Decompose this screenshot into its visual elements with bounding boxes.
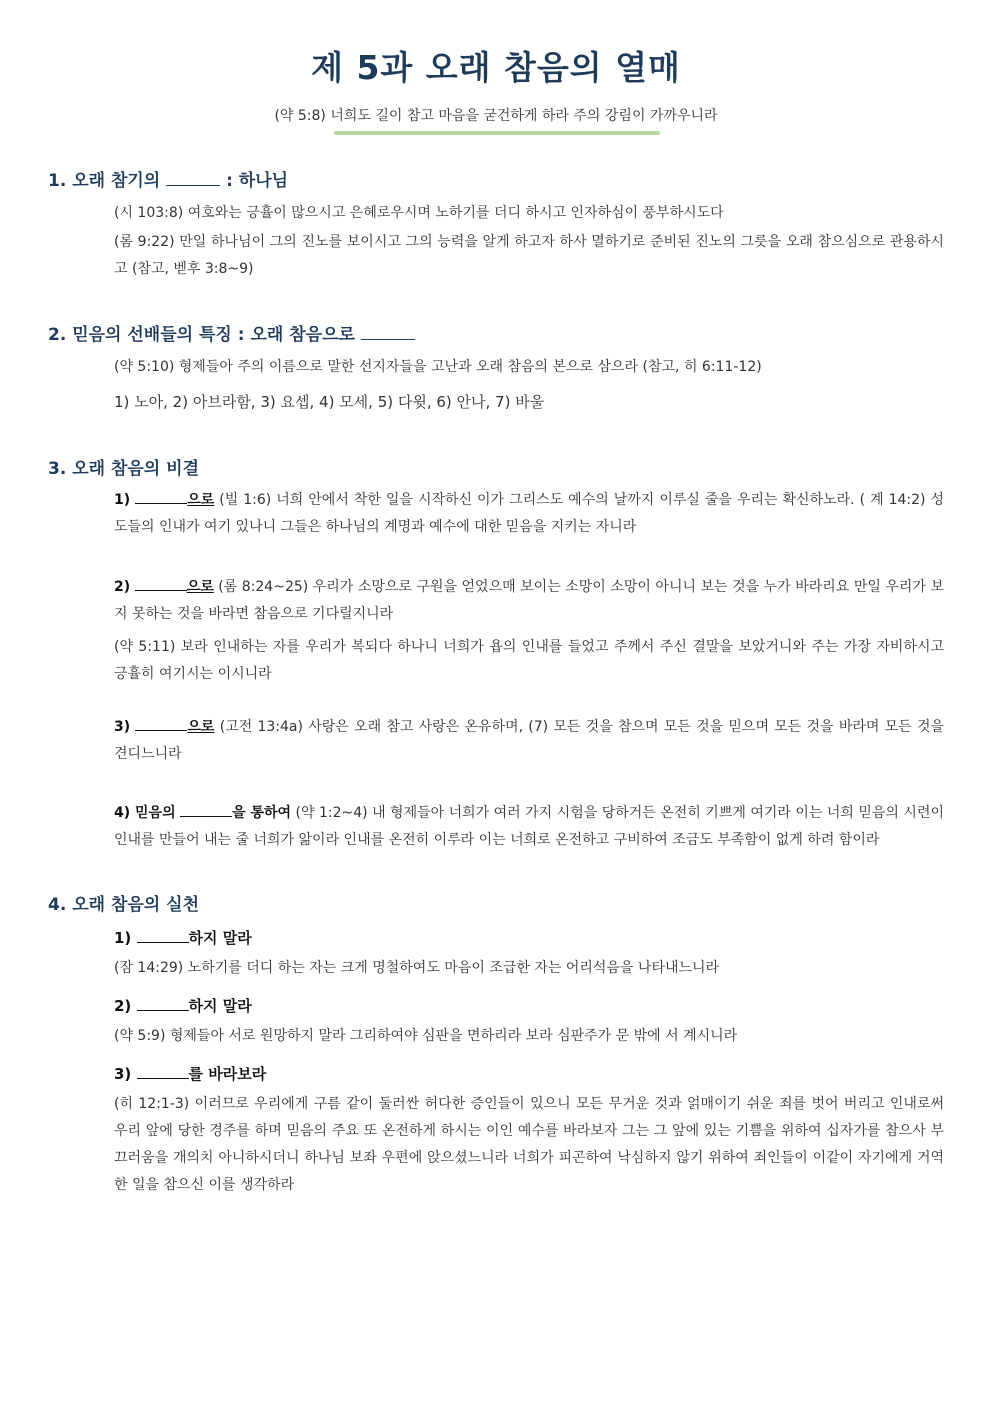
item-number: 4) 믿음의 <box>114 805 176 821</box>
section-1-heading-tail: : 하나님 <box>226 171 289 191</box>
section-4-item-1 <box>114 927 252 948</box>
item-label: 를 바라보라 <box>188 1065 267 1083</box>
item-number: 1) <box>114 929 132 947</box>
item-label: 하지 말라 <box>188 929 252 947</box>
section-4-item-2 <box>114 995 252 1016</box>
fill-blank <box>135 489 187 504</box>
section-2-heading <box>48 320 415 345</box>
section-3-item-4 <box>114 800 944 854</box>
section-4-item-1-verse: (잠 14:29) 노하기를 더디 하는 자는 크게 명철하여도 마음이 조급한 자는 어리석음을 나타내느니라 <box>114 960 720 976</box>
item-number: 2) <box>114 997 132 1015</box>
item-label: 을 통하여 <box>232 805 292 821</box>
section-3-item-2 <box>114 574 944 628</box>
item-label: 으로 <box>187 719 215 735</box>
section-3-item-3 <box>114 714 944 768</box>
section-3-item-1 <box>114 487 944 541</box>
fill-blank <box>361 325 415 340</box>
section-4-item-2-verse: (약 5:9) 형제들아 서로 원망하지 말라 그리하여야 심판을 면하리라 보라 심판주가 문 밖에 서 계시니라 <box>114 1028 738 1044</box>
fill-blank <box>180 802 232 817</box>
section-4-heading: 4. 오래 참음의 실천 <box>48 895 199 915</box>
fill-blank <box>166 171 220 186</box>
fill-blank <box>137 1064 189 1079</box>
item-number: 3) <box>114 719 131 735</box>
item-verse: (롬 8:24~25) 우리가 소망으로 구원을 얻었으매 보이는 소망이 소망이 아니니 보는 것을 누가 바라리요 만일 우리가 보지 못하는 것을 바라면 참음으로 기다릴지니라 <box>114 579 945 622</box>
section-4-item-3 <box>114 1063 266 1084</box>
item-verse: (고전 13:4a) 사랑은 오래 참고 사랑은 온유하며, (7) 모든 것을 참으며 모든 것을 믿으며 모든 것을 바라며 모든 것을 견디느니라 <box>114 719 945 762</box>
item-number: 2) <box>114 579 131 595</box>
item-number: 1) <box>114 492 131 508</box>
fill-blank <box>137 996 189 1011</box>
section-3-item-2-verse-2: (약 5:11) 보라 인내하는 자를 우리가 복되다 하나니 너희가 욥의 인내를 들었고 주께서 주신 결말을 보았거니와 주는 가장 자비하시고 긍휼히 여기시는 이시니라 <box>114 639 944 682</box>
item-verse: (빌 1:6) 너희 안에서 착한 일을 시작하신 이가 그리스도 예수의 날까지 이루실 줄을 우리는 확신하노라. ( 계 14:2) 성도들의 인내가 여기 있나니 그들은 하나님의 계명과 예수에 대한 믿음을 지키는 자니라 <box>114 492 945 535</box>
section-4-item-3-verse: (히 12:1-3) 이러므로 우리에게 구름 같이 둘러싼 허다한 증인들이 있으니 모든 무거운 것과 얽매이기 쉬운 죄를 벗어 버리고 인내로써 우리 앞에 당한 경주를 하며 믿음의 주요 또 온전하게 하시는 이인 예수를 바라보자 그는 그 앞에 있는 기쁨을 위하여 십자가를 참으사 부끄러움을 개의치 아니하시더니 하나님 보좌 우편에 앉으셨느니라 너희가 피곤하여 낙심하지 않기 위하여 죄인들이 이같이 자기에게 거역한 일을 참으신 이를 생각하라 <box>114 1096 944 1193</box>
key-verse-underline <box>334 131 660 135</box>
section-2-heading-text: 2. 믿음의 선배들의 특징 : 오래 참음으로 <box>48 325 355 345</box>
item-label: 으로 <box>186 579 214 595</box>
key-verse: (약 5:8) 너희도 길이 참고 마음을 굳건하게 하라 주의 강림이 가까우니라 <box>274 108 718 124</box>
section-1-verse-2: (롬 9:22) 만일 하나님이 그의 진노를 보이시고 그의 능력을 알게 하고자 하사 멸하기로 준비된 진노의 그릇을 오래 참으심으로 관용하시고 (참고, 벧후 3:8~9) <box>114 234 944 277</box>
item-number: 3) <box>114 1065 132 1083</box>
item-label: 하지 말라 <box>188 997 252 1015</box>
item-label: 으로 <box>187 492 215 508</box>
section-1-heading-text: 1. 오래 참기의 <box>48 171 161 191</box>
section-1-verse-1: (시 103:8) 여호와는 긍휼이 많으시고 은혜로우시며 노하기를 더디 하시고 인자하심이 풍부하시도다 <box>114 205 724 221</box>
section-2-verse: (약 5:10) 형제들아 주의 이름으로 말한 선지자들을 고난과 오래 참음의 본으로 삼으라 (참고, 히 6:11-12) <box>114 359 762 375</box>
fill-blank <box>135 576 187 591</box>
section-3-heading: 3. 오래 참음의 비결 <box>48 459 199 479</box>
section-2-list: 1) 노아, 2) 아브라함, 3) 요셉, 4) 모세, 5) 다윗, 6) 안나, 7) 바울 <box>114 393 545 411</box>
section-1-heading <box>48 166 288 191</box>
fill-blank <box>135 716 187 731</box>
fill-blank <box>137 928 189 943</box>
page-title: 제 5과 오래 참음의 열매 <box>311 48 681 87</box>
item-verse: (약 1:2~4) 내 형제들아 너희가 여러 가지 시험을 당하거든 온전히 기쁘게 여기라 이는 너희 믿음의 시련이 인내를 만들어 내는 줄 너희가 앎이라 인내를 온전히 이루라 이는 너희로 온전하고 구비하여 조금도 부족함이 없게 하려 함이라 <box>114 805 944 848</box>
